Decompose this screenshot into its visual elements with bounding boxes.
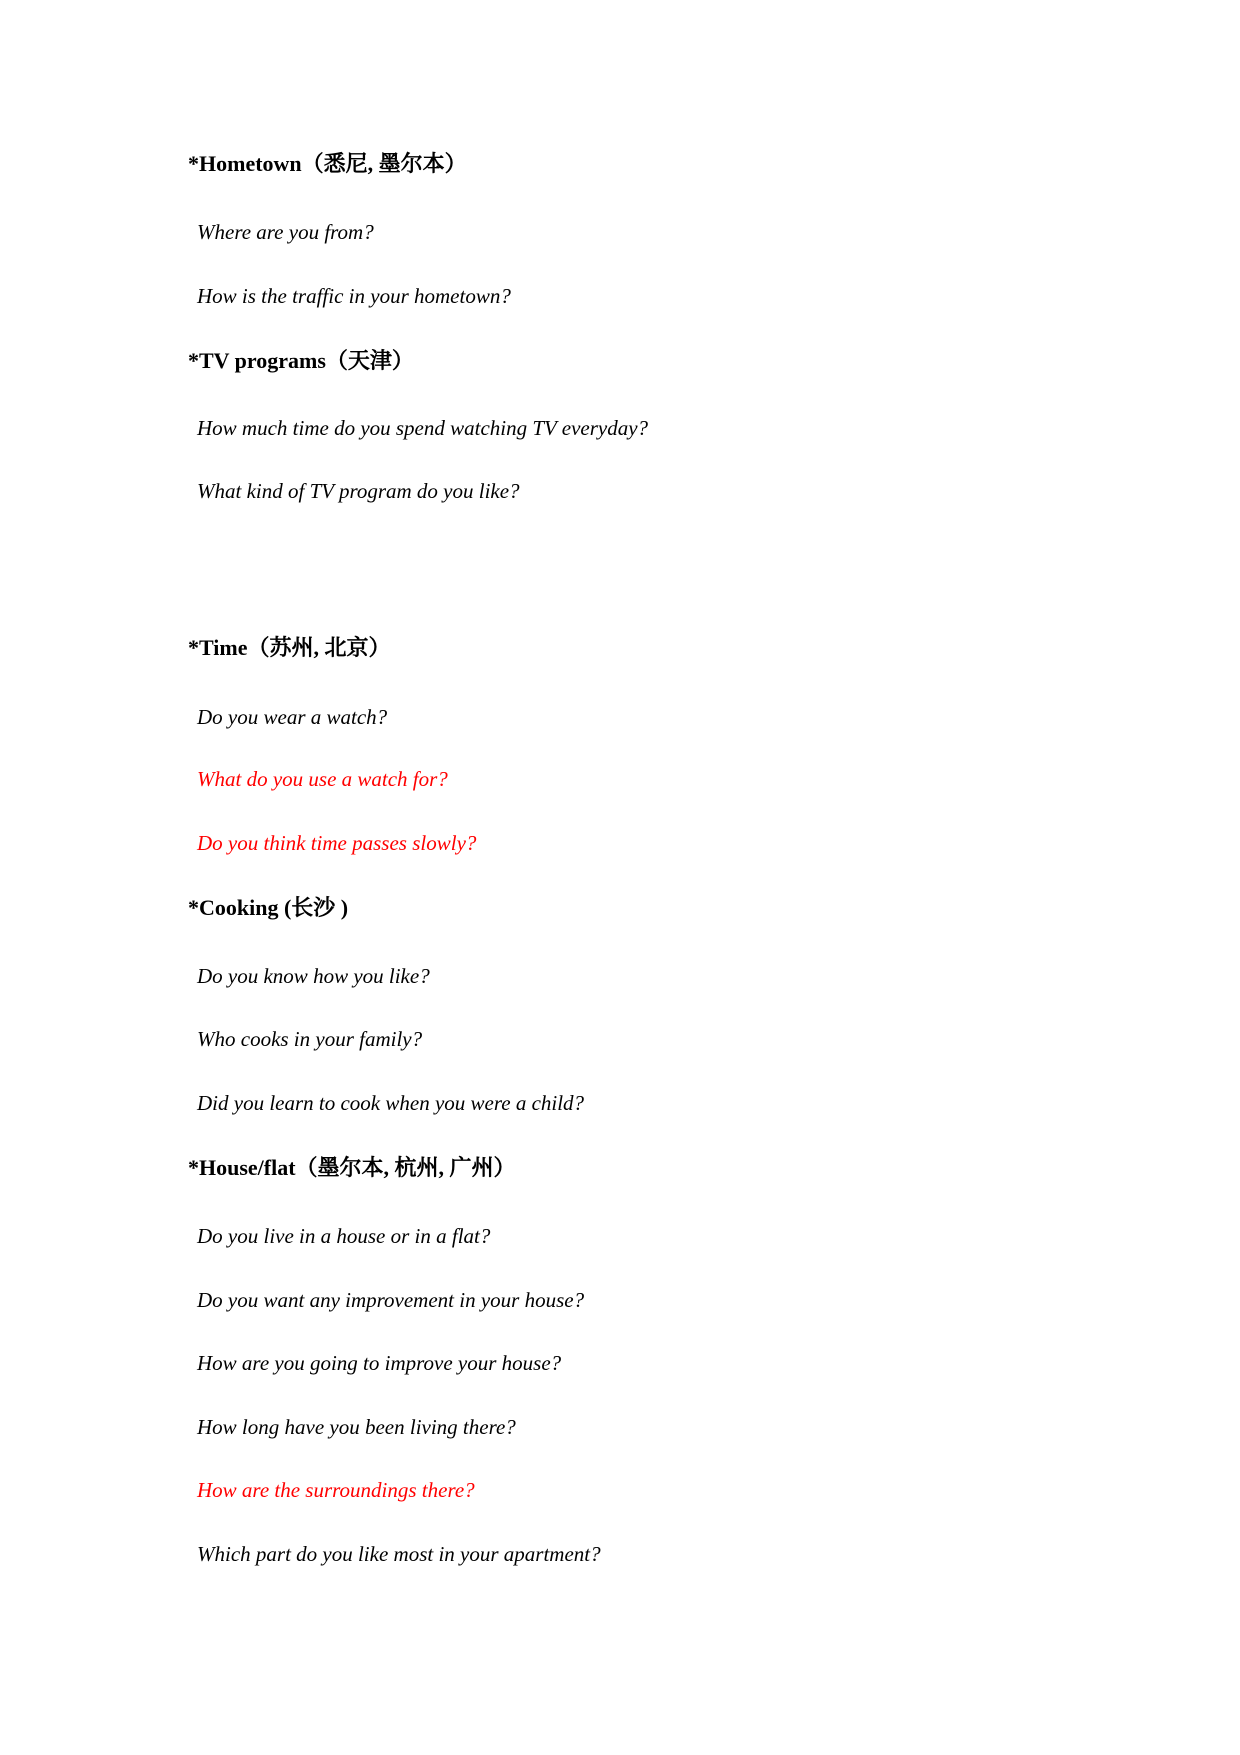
question-item: Do you wear a watch? [197, 705, 388, 729]
section-heading-cooking: *Cooking (长沙 ) [188, 895, 349, 920]
section-heading-hometown: *Hometown（悉尼, 墨尔本） [188, 151, 467, 176]
question-item: How much time do you spend watching TV everyday? [197, 416, 649, 440]
section-heading-time: *Time（苏州, 北京） [188, 635, 391, 660]
question-item-highlighted: What do you use a watch for? [197, 767, 448, 791]
question-item-highlighted: How are the surroundings there? [197, 1478, 475, 1502]
question-item: Who cooks in your family? [197, 1027, 423, 1051]
section-heading-house-flat: *House/flat（墨尔本, 杭州, 广州） [188, 1155, 516, 1180]
question-item-highlighted: Do you think time passes slowly? [197, 831, 477, 855]
question-item: Did you learn to cook when you were a child? [197, 1091, 585, 1115]
question-item: How is the traffic in your hometown? [197, 284, 511, 308]
question-item: How are you going to improve your house? [197, 1351, 562, 1375]
question-item: Where are you from? [197, 220, 374, 244]
question-item: Do you live in a house or in a flat? [197, 1224, 491, 1248]
question-item: Do you know how you like? [197, 964, 430, 988]
question-item: Do you want any improvement in your house? [197, 1288, 585, 1312]
question-item: What kind of TV program do you like? [197, 479, 520, 503]
question-item: Which part do you like most in your apartment? [197, 1542, 601, 1566]
question-item: How long have you been living there? [197, 1415, 516, 1439]
section-heading-tv-programs: *TV programs（天津） [188, 348, 414, 373]
